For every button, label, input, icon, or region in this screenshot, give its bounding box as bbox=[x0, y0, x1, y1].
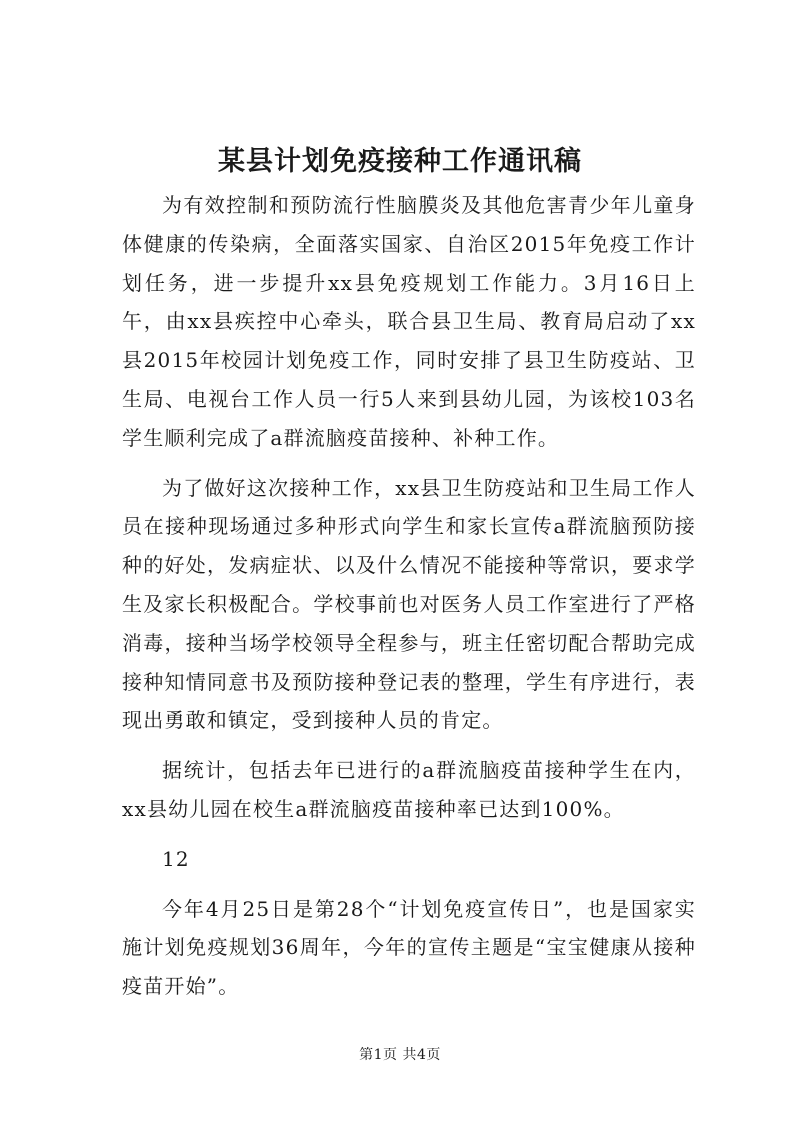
paragraph-3: 据统计，包括去年已进行的a群流脑疫苗接种学生在内，xx县幼儿园在校生a群流脑疫苗接种率已达到100%。 bbox=[122, 758, 696, 821]
paragraph-1: 为有效控制和预防流行性脑膜炎及其他危害青少年儿童身体健康的传染病，全面落实国家、自治区2015年免疫工作计划任务，进一步提升xx县免疫规划工作能力。3月16日上午，由xx县疾控中心牵头，联合县卫生局、教育局启动了xx县2015年校园计划免疫工作，同时安排了县卫生防疫站、卫生局、电视台工作人员一行5人来到县幼儿园，为该校103名学生顺利完成了a群流脑疫苗接种、补种工作。 bbox=[122, 193, 696, 450]
paragraph-2: 为了做好这次接种工作，xx县卫生防疫站和卫生局工作人员在接种现场通过多种形式向学生和家长宣传a群流脑预防接种的好处，发病症状、以及什么情况不能接种等常识，要求学生及家长积极配合。学校事前也对医务人员工作室进行了严格消毒，接种当场学校领导全程参与，班主任密切配合帮助完成接种知情同意书及预防接种登记表的整理，学生有序进行，表现出勇敢和镇定，受到接种人员的肯定。 bbox=[122, 475, 696, 733]
paragraph-4: 12 bbox=[162, 846, 190, 871]
document-title: 某县计划免疫接种工作通讯稿 bbox=[218, 146, 582, 177]
document-body bbox=[122, 186, 696, 1017]
page-number-footer: 第1页 共4页 bbox=[359, 1047, 441, 1063]
paragraph-5: 今年4月25日是第28个“计划免疫宣传日”，也是国家实施计划免疫规划36周年，今年的宣传主题是“宝宝健康从接种疫苗开始”。 bbox=[122, 896, 696, 999]
